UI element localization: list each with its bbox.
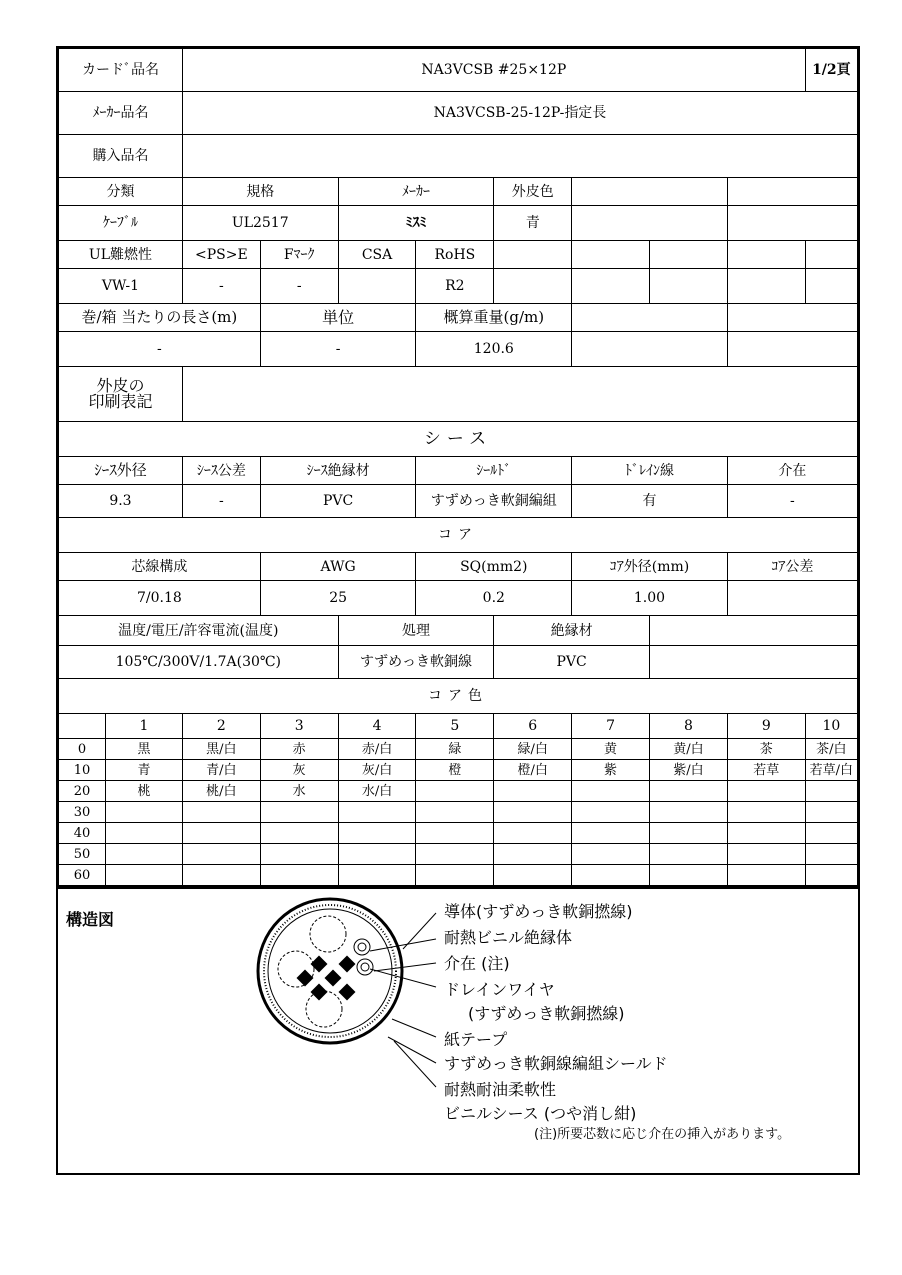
ul-flame-header: UL難燃性 (59, 241, 183, 269)
core-color-cell: 赤 (260, 739, 338, 760)
core-color-row-label: 0 (59, 739, 106, 760)
sheath-tolerance-header: ｼｰｽ公差 (182, 457, 260, 485)
jacket-color-value: 青 (494, 206, 572, 241)
core-color-cell (416, 802, 494, 823)
card-name-value: NA3VCSB #25×12P (182, 49, 805, 92)
callout-paper-tape: 紙テープ (444, 1030, 508, 1049)
blank-cell (649, 241, 727, 269)
core-color-cell: 桃/白 (182, 781, 260, 802)
core-color-cell (260, 823, 338, 844)
core-color-row (59, 739, 858, 760)
core-color-cell: 橙 (416, 760, 494, 781)
purchase-name-label: 購入品名 (59, 135, 183, 178)
core-color-cell (416, 823, 494, 844)
classification-value: ｹｰﾌﾞﾙ (59, 206, 183, 241)
rohs-value: R2 (416, 269, 494, 304)
sheath-od-value: 9.3 (59, 485, 183, 518)
core-color-cell (805, 844, 857, 865)
core-color-cell (338, 802, 416, 823)
core-color-cell (338, 844, 416, 865)
core-tolerance-header: ｺｱ公差 (727, 553, 857, 581)
drain-wire-circle (361, 963, 369, 971)
color-col-header: 7 (572, 714, 650, 739)
core-color-cell: 緑 (416, 739, 494, 760)
blank-cell (727, 269, 805, 304)
core-color-cell (572, 781, 650, 802)
f-mark-header: Fﾏｰｸ (260, 241, 338, 269)
core-color-row-label: 60 (59, 865, 106, 886)
drain-wire-header: ﾄﾞﾚｲﾝ線 (572, 457, 728, 485)
blank-cell (727, 178, 857, 206)
core-color-cell: 茶 (727, 739, 805, 760)
blank-cell (727, 241, 805, 269)
core-color-cell (649, 781, 727, 802)
print-label-line1: 外皮の (96, 376, 145, 395)
structure-note: (注)所要芯数に応じ介在の挿入があります。 (534, 1127, 791, 1142)
treatment-header: 処理 (338, 616, 494, 646)
core-color-cell (494, 865, 572, 886)
core-color-cell (260, 844, 338, 865)
structure-diagram (58, 886, 858, 1151)
callout-drain-wire-detail: (すずめっき軟銅撚線) (468, 1004, 625, 1023)
blank-cell (727, 304, 857, 332)
core-color-rows (59, 739, 858, 886)
length-per-reel-value: - (59, 332, 261, 367)
leader-line (370, 939, 436, 951)
core-color-cell (494, 844, 572, 865)
sheath-od-header: ｼｰｽ外径 (59, 457, 183, 485)
core-color-cell: 緑/白 (494, 739, 572, 760)
maker-header: ﾒｰｶｰ (338, 178, 494, 206)
color-col-header: 10 (805, 714, 857, 739)
blank-cell (649, 269, 727, 304)
ul-flame-value: VW-1 (59, 269, 183, 304)
core-color-cell (494, 823, 572, 844)
core-color-cell (727, 844, 805, 865)
sheath-section-title: シース (59, 422, 858, 457)
pair-core-mark (311, 984, 328, 1001)
core-color-cell: 黒 (106, 739, 183, 760)
color-col-header: 5 (416, 714, 494, 739)
core-insulation-header: 絶縁材 (494, 616, 650, 646)
spec-sheet (56, 46, 860, 1175)
strand-config-header: 芯線構成 (59, 553, 261, 581)
core-color-header-row (59, 714, 858, 739)
core-color-section-title: コア色 (59, 679, 858, 714)
core-color-cell: 青/白 (182, 760, 260, 781)
blank-cell (727, 206, 857, 241)
pse-value: - (182, 269, 260, 304)
core-color-cell (416, 781, 494, 802)
print-value (182, 367, 857, 422)
core-color-row (59, 823, 858, 844)
core-color-cell (727, 823, 805, 844)
blank-cell (572, 304, 728, 332)
leader-line (388, 1037, 436, 1063)
callout-filler: 介在 (注) (444, 954, 510, 973)
rohs-header: RoHS (416, 241, 494, 269)
jacket-color-header: 外皮色 (494, 178, 572, 206)
core-color-cell (182, 844, 260, 865)
core-color-cell (106, 844, 183, 865)
core-color-cell (182, 823, 260, 844)
sheath-insulation-header: ｼｰｽ絶縁材 (260, 457, 416, 485)
sheath-insulation-value: PVC (260, 485, 416, 518)
pair-core-mark (339, 956, 356, 973)
blank-cell (805, 269, 857, 304)
sq-value: 0.2 (416, 581, 572, 616)
filler-header: 介在 (727, 457, 857, 485)
pair-core-mark (325, 970, 342, 987)
core-color-cell (106, 802, 183, 823)
paper-tape-ring (268, 909, 392, 1033)
card-name-label: カードﾞ品名 (59, 49, 183, 92)
callout-shield: すずめっき軟銅線編組シールド (444, 1054, 668, 1073)
core-color-cell (572, 802, 650, 823)
blank-cell (805, 241, 857, 269)
core-color-cell: 黄 (572, 739, 650, 760)
core-color-cell: 橙/白 (494, 760, 572, 781)
color-col-header: 1 (106, 714, 183, 739)
drain-wire-circle (354, 939, 370, 955)
filler-circle (310, 916, 346, 952)
page-number: 1/2頁 (805, 49, 857, 92)
unit-value: - (260, 332, 416, 367)
core-color-cell: 青 (106, 760, 183, 781)
leader-line (392, 1019, 436, 1037)
core-color-cell: 桃 (106, 781, 183, 802)
core-color-row-label: 10 (59, 760, 106, 781)
core-color-cell: 灰 (260, 760, 338, 781)
csa-header: CSA (338, 241, 416, 269)
core-color-row (59, 844, 858, 865)
core-color-row (59, 760, 858, 781)
shield-header: ｼｰﾙﾄﾞ (416, 457, 572, 485)
blank-cell (572, 269, 650, 304)
sheath-outer-ring (258, 899, 402, 1043)
csa-value (338, 269, 416, 304)
color-col-header: 3 (260, 714, 338, 739)
core-color-cell: 水/白 (338, 781, 416, 802)
weight-header: 概算重量(g/m) (416, 304, 572, 332)
core-color-cell (260, 865, 338, 886)
pair-core-mark (311, 956, 328, 973)
core-color-cell (494, 781, 572, 802)
blank-cell (494, 269, 572, 304)
filler-value: - (727, 485, 857, 518)
blank-cell (59, 714, 106, 739)
core-color-cell (649, 802, 727, 823)
core-insulation-value: PVC (494, 646, 650, 679)
core-color-cell: 若草/白 (805, 760, 857, 781)
awg-value: 25 (260, 581, 416, 616)
core-color-cell (805, 781, 857, 802)
core-color-cell: 黒/白 (182, 739, 260, 760)
core-color-cell (182, 865, 260, 886)
blank-cell (572, 178, 728, 206)
core-color-cell (416, 865, 494, 886)
core-color-cell (805, 865, 857, 886)
core-color-row (59, 865, 858, 886)
color-col-header: 4 (338, 714, 416, 739)
pair-core-mark (297, 970, 314, 987)
core-color-row-label: 40 (59, 823, 106, 844)
core-color-cell (572, 844, 650, 865)
core-section-title: コア (59, 518, 858, 553)
callout-sheath: 耐熱耐油柔軟性 (444, 1080, 557, 1099)
blank-cell (649, 646, 857, 679)
core-color-cell (727, 781, 805, 802)
core-color-cell: 紫/白 (649, 760, 727, 781)
blank-cell (572, 206, 728, 241)
callout-insulation: 耐熱ビニル絶縁体 (444, 928, 573, 947)
purchase-name-value (182, 135, 857, 178)
standard-header: 規格 (182, 178, 338, 206)
core-tolerance-value (727, 581, 857, 616)
core-color-cell: 赤/白 (338, 739, 416, 760)
callout-drain-wire: ドレインワイヤ (444, 980, 555, 999)
core-od-header: ｺｱ外径(mm) (572, 553, 728, 581)
core-color-cell (572, 865, 650, 886)
core-color-cell: 灰/白 (338, 760, 416, 781)
core-color-row (59, 781, 858, 802)
rating-header: 温度/電圧/許容電流(温度) (59, 616, 339, 646)
core-color-cell: 若草 (727, 760, 805, 781)
drain-wire-circle (358, 943, 366, 951)
core-color-row-label: 20 (59, 781, 106, 802)
core-color-row-label: 30 (59, 802, 106, 823)
core-color-cell (649, 844, 727, 865)
core-color-cell (338, 865, 416, 886)
core-color-cell (649, 865, 727, 886)
rating-value: 105℃/300V/1.7A(30℃) (59, 646, 339, 679)
core-color-row-label: 50 (59, 844, 106, 865)
pair-core-mark (339, 984, 356, 1001)
unit-header: 単位 (260, 304, 416, 332)
callout-conductor: 導体(すずめっき軟銅撚線) (444, 902, 633, 921)
core-od-value: 1.00 (572, 581, 728, 616)
core-color-cell (649, 823, 727, 844)
filler-circle (306, 991, 342, 1027)
print-label (59, 367, 183, 422)
core-color-cell (805, 802, 857, 823)
core-color-cell (106, 865, 183, 886)
spec-table (58, 48, 858, 886)
core-color-cell (338, 823, 416, 844)
sq-header: SQ(mm2) (416, 553, 572, 581)
standard-value: UL2517 (182, 206, 338, 241)
drain-wire-value: 有 (572, 485, 728, 518)
blank-cell (494, 241, 572, 269)
core-color-row (59, 802, 858, 823)
blank-cell (572, 241, 650, 269)
blank-cell (649, 616, 857, 646)
treatment-value: すずめっき軟銅線 (338, 646, 494, 679)
core-color-cell (805, 823, 857, 844)
classification-header: 分類 (59, 178, 183, 206)
core-color-cell (260, 802, 338, 823)
core-color-cell (727, 865, 805, 886)
core-color-cell (416, 844, 494, 865)
drain-wire-circle (357, 959, 373, 975)
awg-header: AWG (260, 553, 416, 581)
maker-value: ﾐｽﾐ (338, 206, 494, 241)
blank-cell (727, 332, 857, 367)
sheath-tolerance-value: - (182, 485, 260, 518)
length-per-reel-header: 巻/箱 当たりの長さ(m) (59, 304, 261, 332)
blank-cell (572, 332, 728, 367)
core-color-cell (106, 823, 183, 844)
print-label-line2: 印刷表記 (88, 392, 153, 411)
core-color-cell (572, 823, 650, 844)
pse-header: <PS>E (182, 241, 260, 269)
core-color-cell (727, 802, 805, 823)
shield-value: すずめっき軟銅編組 (416, 485, 572, 518)
color-col-header: 2 (182, 714, 260, 739)
leader-line (394, 1041, 436, 1087)
core-color-cell: 茶/白 (805, 739, 857, 760)
maker-name-value: NA3VCSB-25-12P-指定長 (182, 92, 857, 135)
leader-line (374, 963, 436, 971)
callout-sheath-detail: ビニルシース (つや消し紺) (444, 1104, 637, 1123)
core-color-cell: 黄/白 (649, 739, 727, 760)
maker-name-label: ﾒｰｶｰ品名 (59, 92, 183, 135)
core-color-cell (494, 802, 572, 823)
core-color-cell (182, 802, 260, 823)
structure-title: 構造図 (66, 910, 115, 929)
color-col-header: 6 (494, 714, 572, 739)
core-color-cell: 紫 (572, 760, 650, 781)
color-col-header: 8 (649, 714, 727, 739)
core-color-cell: 水 (260, 781, 338, 802)
weight-value: 120.6 (416, 332, 572, 367)
strand-config-value: 7/0.18 (59, 581, 261, 616)
color-col-header: 9 (727, 714, 805, 739)
f-mark-value: - (260, 269, 338, 304)
